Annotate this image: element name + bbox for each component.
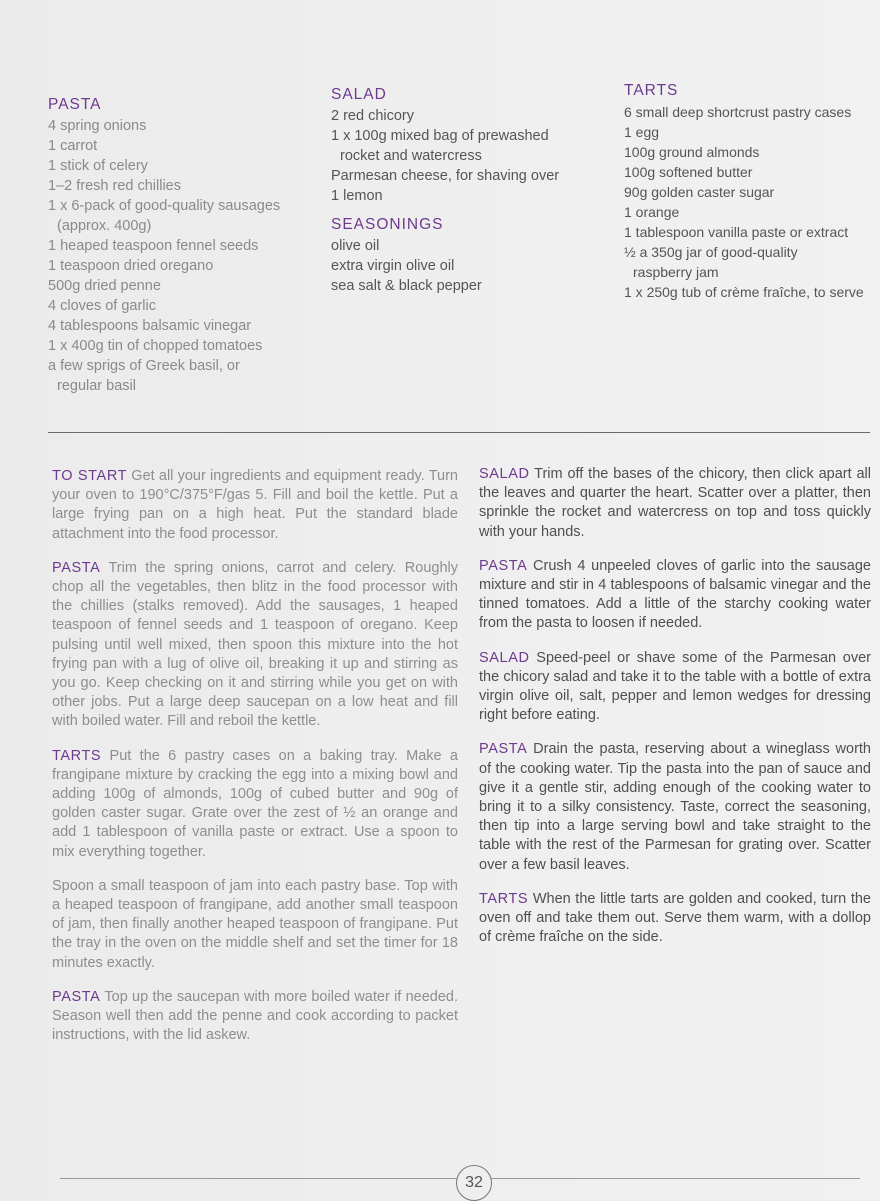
step-keyword: SALAD — [479, 466, 530, 482]
method-step — [52, 988, 458, 1046]
method-step — [479, 649, 871, 726]
ingredient-item: 100g softened butter — [624, 164, 753, 180]
method-right-column — [479, 465, 871, 962]
method-left-column — [52, 467, 458, 1060]
ingredient-item: 6 small deep shortcrust pastry cases — [624, 104, 852, 120]
ingredient-item: 100g ground almonds — [624, 144, 760, 160]
step-keyword: PASTA — [479, 741, 528, 758]
ingredient-item: raspberry jam — [633, 264, 719, 280]
ingredient-item: regular basil — [57, 378, 136, 394]
step-text: When the little tarts are golden and cooked, turn the oven off and take them out. Serve them warm, with a dollop of crème fraîche on the side. — [479, 890, 871, 946]
step-keyword: SALAD — [479, 649, 530, 666]
pasta-heading: PASTA — [48, 96, 102, 113]
step-text: Trim off the bases of the chicory, then click apart all the leaves and quarter the heart. Scatter over a platter, then sprinkle the rocket and watercress on top and toss quickly with your hands. — [479, 466, 871, 540]
seasonings-heading: SEASONINGS — [331, 216, 444, 233]
ingredient-item: 1 x 6-pack of good-quality sausages — [48, 198, 281, 214]
ingredient-item: 1 teaspoon dried oregano — [48, 258, 214, 274]
method-step — [52, 747, 458, 862]
ingredient-item: 1 heaped teaspoon fennel seeds — [48, 238, 259, 254]
tarts-ingredients — [624, 80, 874, 302]
ingredient-item: 4 spring onions — [48, 118, 147, 134]
method-step — [52, 467, 458, 544]
step-keyword: PASTA — [52, 988, 101, 1005]
step-keyword: TARTS — [479, 890, 529, 907]
step-keyword: TARTS — [52, 747, 102, 764]
step-text: Put the 6 pastry cases on a baking tray. Make a frangipane mixture by cracking the egg into a mixing bowl and adding 100g of almonds, 100g of cubed butter and 90g of golden caster sugar. Grate over the zest of ½ an orange and add 1 tablespoon of vanilla paste or extract. Use a spoon to mix everything together. — [52, 747, 458, 860]
step-text: Get all your ingredients and equipment ready. Turn your oven to 190°C/375°F/gas 5. Fill and boil the kettle. Put a large frying pan on a high heat. Put the standard blade attachment into the food processor. — [52, 468, 458, 542]
method-step — [479, 465, 871, 542]
step-keyword: PASTA — [52, 559, 101, 576]
step-text: Drain the pasta, reserving about a wineglass worth of the cooking water. Tip the pasta into the pan of sauce and give it a gentle stir, adding enough of the cooking water to bring it to a silky consistency. Taste, correct the seasoning, then tip into a large serving bowl and take straight to the table with the rest of the Parmesan for grating over. Scatter over a few basil leaves. — [479, 741, 871, 873]
step-keyword: TO START — [52, 468, 128, 484]
ingredient-item: extra virgin olive oil — [331, 258, 455, 274]
ingredient-item: 1 x 250g tub of crème fraîche, to serve — [624, 284, 864, 300]
ingredient-item: 1 tablespoon vanilla paste or extract — [624, 224, 849, 240]
ingredient-item: olive oil — [331, 238, 380, 254]
method-step — [52, 877, 458, 973]
step-text: Crush 4 unpeeled cloves of garlic into the sausage mixture and stir in 4 tablespoons of balsamic vinegar and the tinned tomatoes. Add a little of the starchy cooking water from the pasta to loosen if needed. — [479, 557, 871, 632]
ingredient-item: 1–2 fresh red chillies — [48, 178, 181, 194]
ingredient-item: 1 stick of celery — [48, 158, 148, 174]
step-keyword: PASTA — [479, 557, 528, 574]
ingredient-item: 4 tablespoons balsamic vinegar — [48, 318, 252, 334]
step-text: Top up the saucepan with more boiled water if needed. Season well then add the penne and cook according to packet instructions, with the lid askew. — [52, 988, 458, 1044]
method-step — [479, 890, 871, 948]
section-divider — [48, 432, 870, 433]
method-step — [479, 740, 871, 874]
method-step — [52, 559, 458, 732]
ingredient-item: 500g dried penne — [48, 278, 161, 294]
salad-ingredients — [331, 84, 606, 296]
salad-heading: SALAD — [331, 86, 387, 103]
step-text: Trim the spring onions, carrot and celery. Roughly chop all the vegetables, then blitz in the food processor with the chillies (stalks removed). Add the sausages, 1 heaped teaspoon of fennel seeds and 1 teaspoon of oregano. Keep pulsing until well mixed, then spoon this mixture into the hot frying pan with a lug of olive oil, breaking it up and stirring as you go. Keep checking on it and stirring while you get on with other jobs. Put a large deep saucepan on a low heat and fill with boiled water. Fill and reboil the kettle. — [52, 559, 458, 730]
pasta-ingredients — [48, 94, 318, 396]
ingredient-item: sea salt & black pepper — [331, 278, 482, 294]
ingredient-item: ½ a 350g jar of good-quality — [624, 244, 798, 260]
ingredient-item: 1 orange — [624, 204, 680, 220]
ingredient-item: 90g golden caster sugar — [624, 184, 775, 200]
ingredient-item: (approx. 400g) — [57, 218, 152, 234]
ingredient-item: 1 lemon — [331, 188, 383, 204]
method-step — [479, 557, 871, 634]
ingredient-item: 4 cloves of garlic — [48, 298, 156, 314]
ingredient-item: 1 egg — [624, 124, 660, 140]
ingredient-item: 1 x 100g mixed bag of prewashed — [331, 128, 549, 144]
tarts-heading: TARTS — [624, 82, 679, 99]
ingredient-item: rocket and watercress — [340, 148, 482, 164]
step-text: Speed-peel or shave some of the Parmesan over the chicory salad and take it to the table with a bottle of extra virgin olive oil, salt, pepper and lemon wedges for dressing right before eating. — [479, 649, 871, 724]
ingredient-item: 1 x 400g tin of chopped tomatoes — [48, 338, 263, 354]
ingredient-item: 1 carrot — [48, 138, 98, 154]
ingredient-item: Parmesan cheese, for shaving over — [331, 168, 560, 184]
ingredient-item: 2 red chicory — [331, 108, 415, 124]
ingredient-item: a few sprigs of Greek basil, or — [48, 358, 240, 374]
page-number: 32 — [456, 1165, 492, 1201]
step-text: Spoon a small teaspoon of jam into each pastry base. Top with a heaped teaspoon of frangipane, add another small teaspoon of jam, then finally another heaped teaspoon of frangipane. Put the tray in the oven on the middle shelf and set the timer for 18 minutes exactly. — [52, 877, 458, 971]
